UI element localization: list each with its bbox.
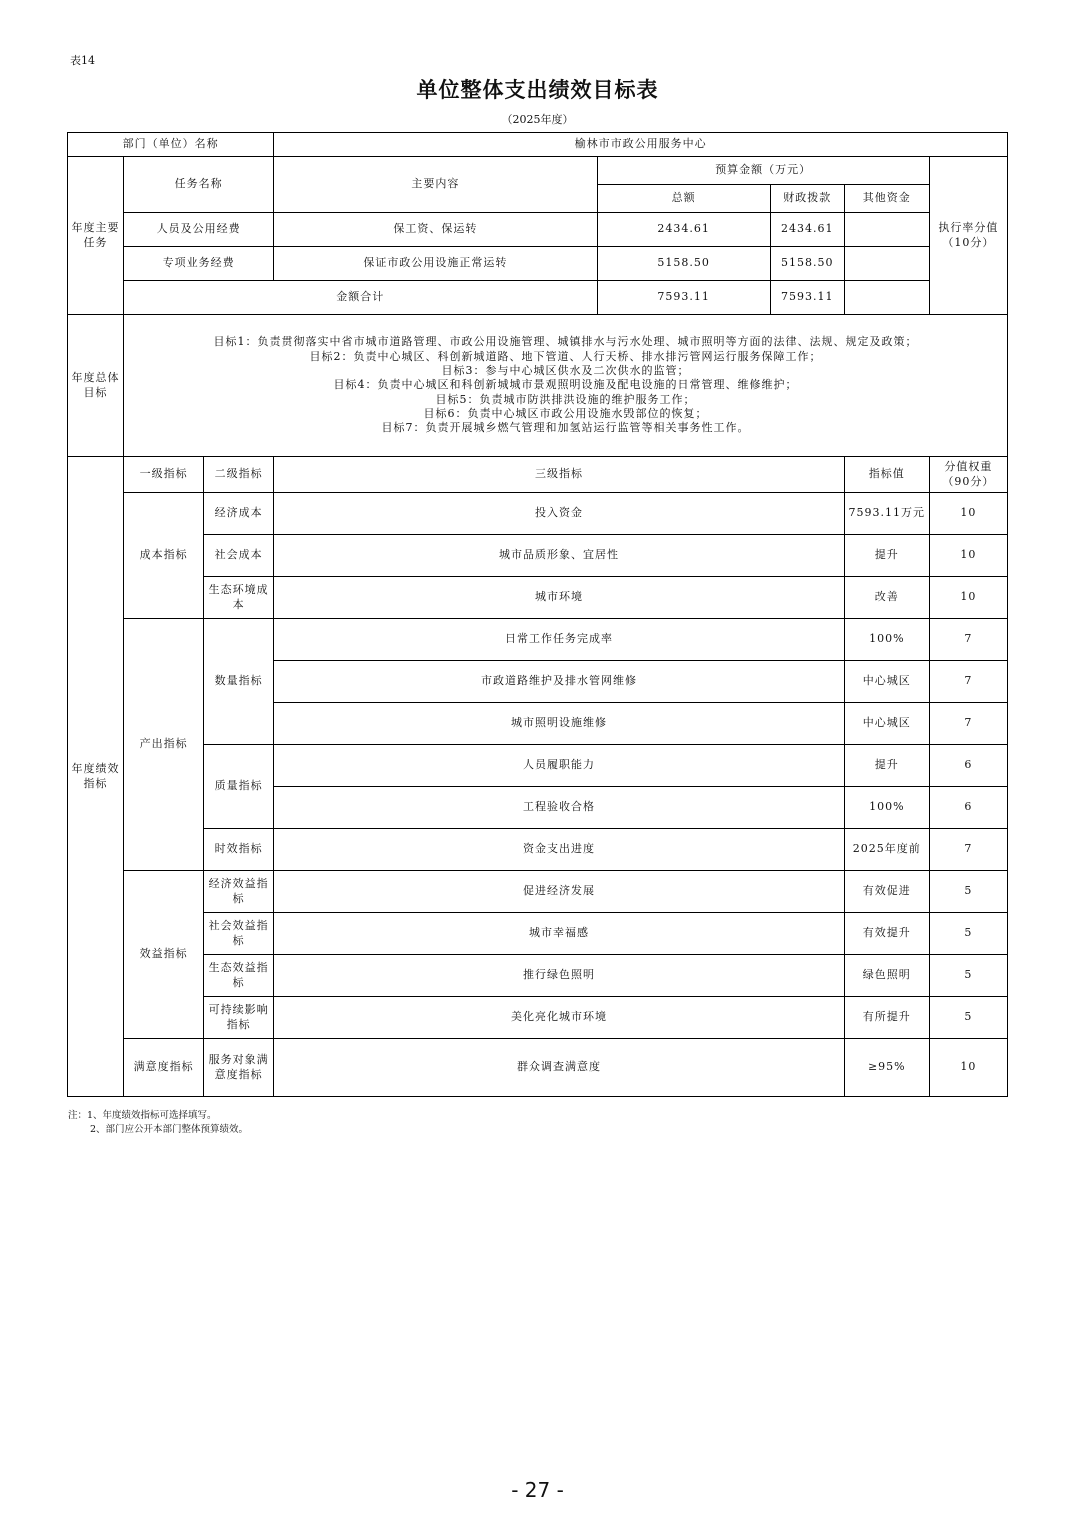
table-row	[68, 619, 1008, 661]
indicator-value: 100%	[844, 787, 929, 829]
col-fiscal: 财政拨款	[770, 185, 844, 213]
dept-label: 部门（单位）名称	[68, 133, 274, 157]
subgroup: 生态环境成本	[204, 577, 274, 619]
table-row	[68, 955, 1008, 997]
subgroup: 可持续影响指标	[204, 997, 274, 1039]
subgroup: 社会效益指标	[204, 913, 274, 955]
group-satisfaction: 满意度指标	[124, 1039, 204, 1097]
goal-item: 目标5：负责城市防洪排洪设施的维护服务工作；	[435, 392, 696, 406]
indicator-value: 绿色照明	[844, 955, 929, 997]
col-weight: 分值权重（90分）	[929, 457, 1007, 493]
sum-fiscal: 7593.11	[770, 281, 844, 315]
group-cost: 成本指标	[124, 493, 204, 619]
goals-label: 年度总体目标	[68, 315, 124, 457]
col-value: 指标值	[844, 457, 929, 493]
table-row	[68, 829, 1008, 871]
table-row	[68, 1039, 1008, 1097]
goal-item: 目标7：负责开展城乡燃气管理和加氢站运行监管等相关事务性工作。	[381, 421, 750, 435]
task-name: 人员及公用经费	[124, 213, 274, 247]
indicator-value: 提升	[844, 745, 929, 787]
page-title: 单位整体支出绩效目标表	[416, 78, 659, 102]
indicator-value: 改善	[844, 577, 929, 619]
indicator-value: 2025年度前	[844, 829, 929, 871]
indicator-name: 城市品质形象、宜居性	[274, 535, 845, 577]
subgroup: 生态效益指标	[204, 955, 274, 997]
indicator-name: 促进经济发展	[274, 871, 845, 913]
indicator-name: 投入资金	[274, 493, 845, 535]
task-header-row	[68, 157, 1008, 185]
task-total: 2434.61	[597, 213, 770, 247]
indicator-value: 有所提升	[844, 997, 929, 1039]
indicator-weight: 10	[929, 535, 1007, 577]
indicator-name: 美化亮化城市环境	[274, 997, 845, 1039]
subgroup: 经济效益指标	[204, 871, 274, 913]
table-number: 表14	[70, 54, 95, 67]
indicator-weight: 7	[929, 619, 1007, 661]
sum-total: 7593.11	[597, 281, 770, 315]
table-row	[68, 913, 1008, 955]
indicator-name: 工程验收合格	[274, 787, 845, 829]
subgroup: 数量指标	[204, 619, 274, 745]
task-other	[844, 247, 929, 281]
indicator-weight: 5	[929, 913, 1007, 955]
indicator-weight: 10	[929, 493, 1007, 535]
task-fiscal: 5158.50	[770, 247, 844, 281]
indicator-value: 有效提升	[844, 913, 929, 955]
dept-row	[68, 133, 1008, 157]
page-subtitle: （2025年度）	[501, 113, 574, 126]
table-row	[68, 997, 1008, 1039]
indicator-weight: 5	[929, 955, 1007, 997]
indicator-value: 提升	[844, 535, 929, 577]
goals-row	[68, 315, 1008, 457]
note-item: 注：1、年度绩效指标可选择填写。	[68, 1110, 217, 1121]
subgroup: 时效指标	[204, 829, 274, 871]
sum-label: 金额合计	[124, 281, 597, 315]
table-row	[68, 247, 1008, 281]
col-task-name: 任务名称	[124, 157, 274, 213]
goal-item: 目标1：负责贯彻落实中省市城市道路管理、市政公用设施管理、城镇排水与污水处理、城市照明等方面的法律、法规、规定及政策；	[213, 335, 918, 349]
goal-item: 目标6：负责中心城区市政公用设施水毁部位的恢复；	[423, 406, 708, 420]
goal-item: 目标4：负责中心城区和科创新城城市景观照明设施及配电设施的日常管理、维修维护；	[333, 378, 798, 392]
subgroup: 服务对象满意度指标	[204, 1039, 274, 1097]
indicator-weight: 7	[929, 829, 1007, 871]
note-item: 2、部门应公开本部门整体预算绩效。	[90, 1123, 249, 1135]
indicator-name: 资金支出进度	[274, 829, 845, 871]
indicator-weight: 10	[929, 1039, 1007, 1097]
col-budget: 预算金额（万元）	[597, 157, 929, 185]
table-row	[68, 871, 1008, 913]
indicator-name: 推行绿色照明	[274, 955, 845, 997]
col-task-content: 主要内容	[274, 157, 597, 213]
indicator-value: 7593.11万元	[844, 493, 929, 535]
task-content: 保工资、保运转	[274, 213, 597, 247]
col-other: 其他资金	[844, 185, 929, 213]
sum-row	[68, 281, 1008, 315]
col-level3: 三级指标	[274, 457, 845, 493]
indicator-weight: 5	[929, 997, 1007, 1039]
dept-value: 榆林市市政公用服务中心	[274, 133, 1008, 157]
sum-other	[844, 281, 929, 315]
indicator-weight: 5	[929, 871, 1007, 913]
task-total: 5158.50	[597, 247, 770, 281]
indicator-value: 100%	[844, 619, 929, 661]
indicator-name: 人员履职能力	[274, 745, 845, 787]
indicator-name: 日常工作任务完成率	[274, 619, 845, 661]
indicator-value: 中心城区	[844, 661, 929, 703]
indicator-weight: 6	[929, 787, 1007, 829]
col-level1: 一级指标	[124, 457, 204, 493]
task-other	[844, 213, 929, 247]
indicator-value: 中心城区	[844, 703, 929, 745]
col-exec-rate: 执行率分值（10分）	[929, 157, 1007, 315]
group-output: 产出指标	[124, 619, 204, 871]
task-fiscal: 2434.61	[770, 213, 844, 247]
subgroup: 经济成本	[204, 493, 274, 535]
indicator-weight: 6	[929, 745, 1007, 787]
indicators-section-label: 年度绩效指标	[68, 457, 124, 1097]
goal-item: 目标3：参与中心城区供水及二次供水的监管；	[441, 364, 690, 378]
performance-table	[67, 132, 1008, 1097]
table-row	[68, 577, 1008, 619]
col-level2: 二级指标	[204, 457, 274, 493]
indicator-weight: 7	[929, 703, 1007, 745]
indicator-name: 城市幸福感	[274, 913, 845, 955]
indicator-value: 有效促进	[844, 871, 929, 913]
table-row	[68, 535, 1008, 577]
indicator-name: 群众调查满意度	[274, 1039, 845, 1097]
table-row	[68, 493, 1008, 535]
task-name: 专项业务经费	[124, 247, 274, 281]
table-row	[68, 213, 1008, 247]
tasks-section-label: 年度主要任务	[68, 157, 124, 315]
col-total: 总额	[597, 185, 770, 213]
subgroup: 社会成本	[204, 535, 274, 577]
indicator-name: 市政道路维护及排水管网维修	[274, 661, 845, 703]
indicator-weight: 10	[929, 577, 1007, 619]
indicator-value: ≥95%	[844, 1039, 929, 1097]
indicator-header-row	[68, 457, 1008, 493]
goals-content	[124, 315, 1008, 457]
table-row	[68, 745, 1008, 787]
indicator-name: 城市环境	[274, 577, 845, 619]
goal-item: 目标2：负责中心城区、科创新城道路、地下管道、人行天桥、排水排污管网运行服务保障工作；	[309, 349, 822, 363]
page-number: - 27 -	[511, 1478, 564, 1502]
notes	[68, 1109, 248, 1137]
subgroup: 质量指标	[204, 745, 274, 829]
task-content: 保证市政公用设施正常运转	[274, 247, 597, 281]
indicator-weight: 7	[929, 661, 1007, 703]
indicator-name: 城市照明设施维修	[274, 703, 845, 745]
group-benefit: 效益指标	[124, 871, 204, 1039]
